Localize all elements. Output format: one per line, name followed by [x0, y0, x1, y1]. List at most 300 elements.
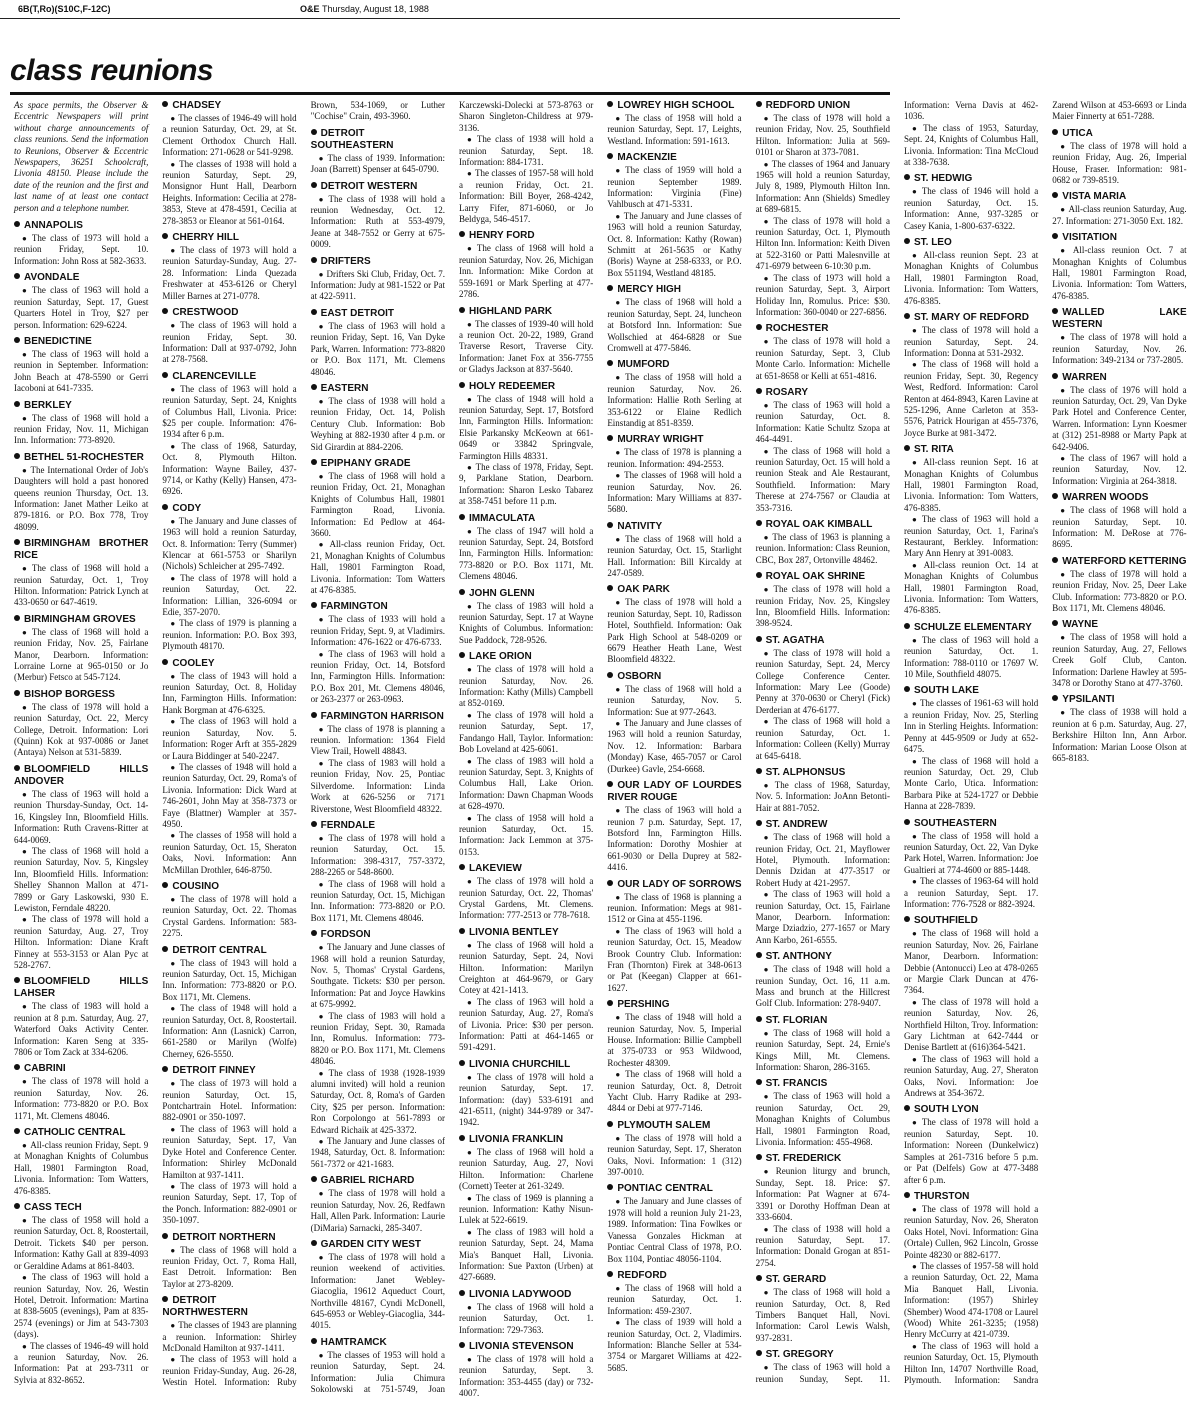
reunion-notice	[1052, 204, 1186, 227]
item-bullet-icon: ●	[615, 1013, 623, 1023]
school-name-text: REDFORD UNION	[765, 100, 851, 111]
bullet-icon	[162, 1066, 168, 1072]
school-name-text: MURRAY WRIGHT	[617, 434, 704, 446]
school-name	[311, 181, 445, 193]
bullet-icon	[311, 182, 317, 188]
reunion-notice	[162, 762, 296, 830]
reunion-entry	[459, 381, 593, 508]
reunion-entry	[904, 818, 1038, 911]
school-name	[459, 1289, 593, 1301]
reunion-notice	[904, 250, 1038, 307]
notice-text: The class of 1939. Information: Joan (Barrett) Spenser at 645-0790.	[310, 152, 445, 175]
bullet-icon	[607, 153, 613, 159]
notice-text: The class of 1968 will hold a reunion Saturday, Oct. 15, Starlight Hall. Information: Bill Kircaldy at 247-0589.	[607, 533, 742, 578]
bullet-icon	[904, 1105, 910, 1111]
reunion-entry	[1052, 619, 1186, 689]
reunion-entry	[756, 819, 890, 946]
school-name	[459, 651, 593, 663]
bullet-icon	[1052, 493, 1058, 499]
notice-text: The class of 1973 will hold a reunion Friday, Sept. 10. Information: John Ross at 582-3633.	[14, 233, 149, 266]
reunion-entry	[607, 434, 741, 515]
reunion-entry	[14, 452, 148, 533]
item-bullet-icon: ●	[615, 1283, 623, 1293]
reunion-notice	[14, 1001, 148, 1058]
reunion-entry	[311, 601, 445, 705]
school-name-text: CODY	[172, 502, 202, 514]
school-name	[1052, 191, 1186, 203]
school-name	[14, 764, 148, 788]
reunion-entry	[311, 181, 445, 251]
school-name-text: ST. AGATHA	[765, 634, 825, 646]
notice-text: The class of 1968 will hold a reunion Saturday, Sept. 24, luncheon at Botsford Inn. Information: Sue Wollschied at 464-6828 or Sue Cromwell at 477-5846.	[607, 297, 742, 353]
reunion-entry	[162, 503, 296, 653]
notice-text: The class of 1978 will hold a reunion Saturday, Sept. 3. Information: 353-4455 (day) or 732-4007.	[458, 1353, 594, 1399]
reunion-notice	[162, 894, 296, 940]
notice-text: All-class reunion Saturday, Aug. 27. Information: 271-3050 Ext. 182.	[1052, 204, 1187, 226]
bullet-icon	[14, 221, 20, 227]
bullet-icon	[311, 930, 317, 936]
item-bullet-icon: ●	[763, 1092, 771, 1102]
school-name	[904, 444, 1038, 456]
bullet-icon	[607, 1271, 613, 1277]
notice-text: All-class reunion Sept. 23 at Monaghan Knights of Columbus Hall, 19801 Farmington Road, Livonia. Information: Tom Watters, 476-8385.	[903, 250, 1039, 306]
reunion-notice	[459, 1354, 593, 1400]
school-name-text: GARDEN CITY WEST	[320, 1238, 422, 1250]
item-bullet-icon: ●	[615, 534, 623, 544]
reunion-entry	[756, 1015, 890, 1074]
notice-text: The class of 1968 will hold a reunion Friday, Oct. 21, Mayflower Hotel, Plymouth. Information: Dennis Dzidan at 477-3517 or Robert Hudy at 421-2957.	[755, 832, 890, 888]
school-name-text: WALLED LAKE WESTERN	[1052, 307, 1187, 331]
reunion-notice	[14, 846, 148, 914]
school-name-text: SOUTH LYON	[913, 1104, 979, 1116]
bullet-icon	[311, 602, 317, 608]
school-name	[904, 818, 1038, 830]
reunion-notice	[459, 134, 593, 168]
notice-text: The class of 1968 will hold a reunion Saturday, Oct. 8, Detroit Yacht Club. Harry Radike at 293-4844 or Debi at 977-7146.	[607, 1069, 742, 1114]
bullet-icon	[607, 285, 613, 291]
reunion-notice	[607, 211, 741, 279]
reunion-notice	[459, 168, 593, 225]
reunion-entry	[311, 1175, 445, 1234]
reunion-entry	[756, 1274, 890, 1344]
notice-text: The class of 1968 will hold a reunion Friday, Oct. 21, Monaghan Knights of Columbus Hall, 19801 Farmington Road, Livonia. Information: Ed Pedlow at 464-3660.	[310, 470, 445, 538]
item-bullet-icon: ●	[911, 929, 919, 939]
bullet-icon	[459, 1135, 465, 1141]
reunion-notice	[459, 394, 593, 462]
bullet-icon	[607, 781, 613, 787]
school-name-text: BLOOMFIELD HILLS ANDOVER	[14, 763, 149, 787]
reunion-notice	[904, 997, 1038, 1054]
reunion-entry	[904, 312, 1038, 439]
reunion-notice	[162, 1181, 296, 1227]
item-bullet-icon: ●	[1060, 333, 1068, 343]
school-name	[607, 1183, 741, 1195]
reunion-notice	[459, 601, 593, 647]
reunion-entry	[1052, 492, 1186, 551]
notice-text: The class of 1968 will hold a reunion Saturday, Oct. 8, Red Timbers Banquet Hall, Novi. Information: Carol Lewis Walsh, 937-2831.	[755, 1287, 890, 1343]
item-bullet-icon: ●	[22, 627, 29, 637]
notice-text: The class of 1968 will hold a reunion Saturday, Aug. 27, Novi Hilton. Information: Charlene (Cornett) Teeter at 261-3249.	[458, 1146, 594, 1192]
notice-text: The classes of 1958 will hold a reunion Saturday, Oct. 15, Sheraton Oaks, Novi. Information: Ann McMillan Drothler, 646-8750.	[162, 830, 297, 875]
bullet-icon	[162, 308, 168, 314]
school-name	[607, 100, 741, 112]
item-bullet-icon: ●	[318, 471, 326, 481]
school-name-text: HIGHLAND PARK	[468, 305, 553, 317]
reunion-notice	[904, 928, 1038, 996]
item-bullet-icon: ●	[22, 789, 29, 799]
notice-text: The classes of 1953 will hold a reunion Saturday, Sept. 24. Information: Julia Chimura Sokolowski at 751-5749, Joan Karczewski-Dolecki at 573-8763 or Sharon Singleton-Childress at 979-3136.	[310, 100, 594, 1394]
notice-text: The class of 1963 will hold a reunion in September. Information: John Beach at 478-5590 or Gerri Iacoboni at 641-7335.	[14, 348, 149, 394]
school-name	[756, 323, 890, 335]
school-name	[607, 521, 741, 533]
school-name	[162, 945, 296, 957]
bullet-icon	[756, 768, 762, 774]
bullet-icon	[311, 459, 317, 465]
notice-text: The class of 1938 will hold a reunion Saturday, Sept. 18. Information: 884-1731.	[458, 134, 594, 168]
school-name-text: IMMACULATA	[468, 512, 536, 524]
reunion-notice	[162, 159, 296, 227]
item-bullet-icon: ●	[615, 373, 623, 383]
notice-text: The class of 1978 will hold a reunion Saturday, Sept. 17, Sheraton Oaks, Novi. Information: 1 (312) 397-0010.	[607, 1132, 742, 1178]
reunion-entry	[14, 400, 148, 447]
item-bullet-icon: ●	[170, 671, 178, 681]
reunion-entry	[607, 1120, 741, 1179]
bullet-icon	[756, 1154, 762, 1160]
item-bullet-icon: ●	[1060, 506, 1068, 516]
item-bullet-icon: ●	[1060, 246, 1070, 256]
notice-text: The class of 1978 will hold a reunion Saturday, Oct. 22. Information: Lillian, 326-6094 or Edie, 357-2070.	[162, 572, 297, 618]
school-name	[14, 1202, 148, 1214]
reunion-notice	[162, 113, 296, 159]
school-name	[904, 237, 1038, 249]
notice-text: The class of 1973 will hold a reunion Saturday, Oct. 15, Pontchartrain Hotel. Information: 882-0901 or 350-1097.	[162, 1078, 297, 1123]
bullet-icon	[607, 672, 613, 678]
school-name	[162, 503, 296, 515]
item-bullet-icon: ●	[170, 831, 177, 841]
reunion-notice	[607, 805, 741, 873]
school-name-text: DETROIT NORTHWESTERN	[162, 1295, 248, 1319]
school-name-text: PERSHING	[617, 999, 670, 1011]
bullet-icon	[14, 273, 20, 279]
item-bullet-icon: ●	[170, 894, 178, 904]
notice-text: The class of 1978 will hold a reunion Saturday, Sept. 17. Information: (day) 533-6191 and 421-6511, (night) 344-9789 or 347-1942.	[458, 1071, 594, 1128]
reunion-notice	[459, 1227, 593, 1284]
notice-text: The class of 1963 will hold a reunion Sunday, Sept. 11. Information: Verna Davis at 462-1036.	[755, 100, 1039, 1384]
bullet-icon	[756, 1016, 762, 1022]
school-name	[904, 915, 1038, 927]
bullet-icon	[607, 880, 613, 886]
school-name	[311, 929, 445, 941]
reunion-notice	[311, 194, 445, 251]
school-name	[459, 381, 593, 393]
notice-text: The class of 1968 will hold a reunion Saturday, Oct. 1, Troy Hilton. Information: Patrick Lynch at 433-0650 or 647-4619.	[14, 563, 149, 608]
reunion-entry	[607, 879, 741, 995]
reunion-entry	[311, 458, 445, 596]
notice-text: The class of 1968, Saturday, Oct. 8, Plymouth Hilton. Information: Wayne Bailey, 437-9714, or Kathy (Kelly) Hansen, 473-6926.	[162, 440, 297, 497]
reunion-notice	[162, 516, 296, 573]
bullet-icon	[756, 952, 762, 958]
school-name-text: SOUTH LAKE	[913, 685, 979, 697]
reunion-notice	[162, 245, 296, 302]
reunion-notice	[607, 534, 741, 580]
notice-text: The class of 1978 will hold a reunion Friday, Aug. 26, Imperial House, Fraser. Information: 981-0682 or 739-8519.	[1052, 140, 1187, 186]
school-name-text: ST. RITA	[913, 444, 954, 456]
notice-text: The class of 1959 will hold a reunion September 1989. Information: Virginia (Fine) Vahlbusch at 471-5331.	[607, 165, 742, 210]
school-name	[311, 1337, 445, 1349]
school-name-text: LOWREY HIGH SCHOOL	[617, 100, 735, 111]
item-bullet-icon: ●	[763, 1363, 771, 1373]
notice-text: The class of 1968 will hold a reunion Friday, Nov. 25, Fairlane Manor, Dearborn. Information: Lorraine Lorne at 965-0150 or Jo (Merbur) Fetsco at 545-7124.	[14, 626, 149, 683]
school-name-text: ROYAL OAK KIMBALL	[765, 519, 873, 530]
school-name	[459, 1134, 593, 1146]
item-bullet-icon: ●	[22, 846, 29, 856]
item-bullet-icon: ●	[170, 958, 178, 968]
page-header	[0, 0, 900, 19]
reunion-entry	[607, 999, 741, 1115]
school-name-text: ROCHESTER	[765, 323, 829, 335]
notice-text: The class of 1968 will hold a reunion Saturday, Oct. 1. Information: 729-7363.	[458, 1301, 594, 1335]
reunion-entry	[459, 927, 593, 1054]
item-bullet-icon: ●	[466, 1227, 474, 1237]
bullet-icon	[14, 690, 20, 696]
item-bullet-icon: ●	[911, 1341, 919, 1351]
school-name-text: CHADSEY	[172, 100, 222, 111]
notice-text: Drifters Ski Club, Friday, Oct. 7. Information: Judy at 981-1522 or Pat at 422-5911.	[310, 268, 445, 302]
school-name-text: VISITATION	[1062, 232, 1117, 244]
item-bullet-icon: ●	[466, 813, 474, 823]
reunion-notice	[607, 926, 741, 994]
reunion-notice	[14, 914, 148, 971]
reunion-notice	[14, 1341, 148, 1387]
school-name-text: ST. MARY OF REDFORD	[913, 312, 1029, 324]
bullet-icon	[311, 1240, 317, 1246]
bullet-icon	[756, 572, 762, 578]
item-bullet-icon: ●	[318, 1068, 326, 1078]
item-bullet-icon: ●	[466, 877, 474, 887]
reunion-notice	[311, 396, 445, 453]
school-name-text: MERCY HIGH	[617, 284, 682, 296]
school-name	[459, 230, 593, 242]
bullet-icon	[1052, 695, 1058, 701]
reunion-notice	[311, 942, 445, 1010]
item-bullet-icon: ●	[318, 321, 326, 331]
reunion-notice	[459, 756, 593, 813]
item-bullet-icon: ●	[466, 319, 472, 329]
reunion-notice	[1052, 632, 1186, 689]
school-name-text: MACKENZIE	[617, 152, 677, 164]
school-name-text: BENEDICTINE	[24, 335, 92, 347]
school-name-text: ST. GREGORY	[765, 1349, 834, 1361]
reunion-notice	[756, 336, 890, 382]
item-bullet-icon: ●	[615, 892, 622, 902]
item-bullet-icon: ●	[615, 1133, 623, 1143]
item-bullet-icon: ●	[763, 890, 771, 900]
notice-text: The class of 1973 will hold a reunion Saturday, Sept. 17, Top of the Ponch. Information: 882-0901 or 350-1097.	[162, 1180, 297, 1226]
item-bullet-icon: ●	[466, 756, 474, 766]
bullet-icon	[904, 1192, 910, 1198]
reunion-notice	[607, 892, 741, 926]
school-name	[607, 1120, 741, 1132]
school-name	[311, 1175, 445, 1187]
bullet-icon	[14, 539, 20, 545]
bullet-icon	[756, 1350, 762, 1356]
school-name-text: FARMINGTON HARRISON	[320, 710, 444, 722]
item-bullet-icon: ●	[615, 719, 621, 729]
item-bullet-icon: ●	[763, 833, 771, 843]
school-name	[14, 689, 148, 701]
reunion-entry	[14, 689, 148, 759]
reunion-notice	[904, 123, 1038, 169]
school-name	[162, 881, 296, 893]
item-bullet-icon: ●	[466, 135, 474, 145]
reunion-entry	[459, 1341, 593, 1400]
school-name-text: CABRINI	[24, 1063, 66, 1075]
reunion-entry	[459, 1289, 593, 1336]
school-name	[14, 272, 148, 284]
intro-paragraph: As space permits, the Observer & Eccentric Newspapers will print without charge announcements of class reunions. Send the information to Reunions, Observer & Eccentric Newspapers, 36251 Schoolcraft, Livonia 48150. Please include the date of the reunion and the first and last name of at least one contact person and a telephone number.	[14, 100, 149, 213]
school-name-text: ST. ALPHONSUS	[765, 766, 846, 778]
item-bullet-icon: ●	[318, 1252, 326, 1262]
bullet-icon	[311, 1338, 317, 1344]
notice-text: The class of 1983 will hold a reunion Friday, Sept. 30, Ramada Inn, Romulus. Information: 773-8820 or P.O. Box 1171, Mt. Clemens 48046.	[310, 1010, 445, 1067]
notice-text: The class of 1979 is planning a reunion. Information: P.O. Box 393, Plymouth 48170.	[162, 618, 297, 652]
notice-text: The class of 1963 will hold a reunion Saturday, Oct. 15, Plymouth Hilton Inn, 14707 Northville Road, Plymouth. Information: Sandra Zarend Wilson at 453-6693 or Linda Maier Finnerty at 651-7288.	[903, 100, 1187, 1385]
notice-text: The class of 1968 will hold a reunion Saturday, Nov. 26, Fairlane Manor, Dearborn. Information: Debbie (Antonucci) Leo at 478-0265 or Margie Clark Duncan at 476-7364.	[903, 928, 1039, 996]
reunion-entry	[607, 152, 741, 279]
bullet-icon	[311, 129, 317, 135]
notice-text: All-class reunion Friday, Oct. 21, Monaghan Knights of Columbus Hall, 19801 Farmington Road, Livonia. Information: Tom Watters at 476-8385.	[310, 539, 445, 595]
bullet-icon	[904, 819, 910, 825]
school-name-text: ST. FRANCIS	[765, 1078, 828, 1090]
reunion-entry	[459, 1134, 593, 1284]
reunion-notice	[459, 526, 593, 583]
item-bullet-icon: ●	[763, 1288, 771, 1298]
item-bullet-icon: ●	[911, 831, 919, 841]
reunion-notice	[14, 789, 148, 846]
notice-text: The class of 1968 will hold a reunion Saturday, Nov. 26, Michigan Inn. Information: Mike Cordon at 559-1691 or Mark Sperling at 477-2786.	[458, 243, 594, 300]
bullet-icon	[904, 916, 910, 922]
reunion-entry	[1052, 556, 1186, 615]
reunion-entry	[311, 308, 445, 378]
reunion-notice	[162, 441, 296, 498]
item-bullet-icon: ●	[318, 269, 324, 279]
bullet-icon	[459, 514, 465, 520]
school-name	[756, 100, 890, 112]
school-name	[1052, 619, 1186, 631]
item-bullet-icon: ●	[466, 710, 474, 720]
reunion-notice	[756, 400, 890, 446]
school-name-text: ST. ANDREW	[765, 819, 828, 831]
reunion-notice	[311, 724, 445, 758]
school-name	[607, 584, 741, 596]
school-name-text: CASS TECH	[24, 1202, 82, 1214]
reunion-notice	[607, 447, 741, 470]
reunion-notice	[162, 573, 296, 619]
school-name	[14, 220, 148, 232]
notice-text: The class of 1963 will hold a reunion 7 p.m. Saturday, Sept. 17, Botsford Inn, Farmington Hills. Information: Dorothy Moshier at 661-9030 or Della Duprey at 582-4416.	[607, 805, 742, 873]
notice-text: The class of 1958 will hold a reunion Saturday, Oct. 22, Van Dyke Park Hotel, Warren. Information: Joe Gualtieri at 774-4600 or 885-1448.	[903, 830, 1039, 875]
item-bullet-icon: ●	[170, 762, 177, 772]
notice-text: The class of 1963 will hold a reunion Saturday, Oct. 8. Information: Katie Schultz Szopa at 464-4491.	[755, 399, 890, 445]
school-name	[904, 173, 1038, 185]
item-bullet-icon: ●	[318, 615, 326, 625]
school-name-text: DETROIT WESTERN	[320, 180, 418, 192]
reunion-entry	[14, 1063, 148, 1122]
reunion-columns	[14, 100, 1187, 1400]
school-name	[162, 1295, 296, 1319]
reunion-notice	[756, 113, 890, 159]
bullet-icon	[14, 337, 20, 343]
reunion-entry	[162, 1232, 296, 1291]
reunion-entry	[14, 1202, 148, 1386]
bullet-icon	[459, 864, 465, 870]
school-name	[311, 1239, 445, 1251]
school-name	[14, 336, 148, 348]
reunion-notice	[607, 597, 741, 665]
school-name	[162, 232, 296, 244]
reunion-entry	[311, 383, 445, 453]
item-bullet-icon: ●	[22, 234, 29, 244]
notice-text: The class of 1948 will hold a reunion Saturday, Oct. 8, Roostertail. Information: Ann (Lasnick) Carron, 661-2580 or Marilyn (Wolfe) Cherney, 626-5550.	[162, 1003, 297, 1059]
reunion-entry	[1052, 372, 1186, 488]
notice-text: The class of 1968 is planning a reunion. Information: Megs at 981-1512 or Gina at 455-1196.	[607, 891, 742, 925]
notice-text: The class of 1978 will hold a reunion Saturday, Sept. 10. Information: Noreen (Dunkelwicz) Samples at 261-7316 before 5 p.m. or Pat (Delfels) Gow at 477-3488 after 6 p.m.	[903, 1117, 1039, 1185]
school-name-text: WATERFORD KETTERING	[1062, 555, 1187, 567]
bullet-icon	[311, 1176, 317, 1182]
reunion-entry	[607, 521, 741, 580]
item-bullet-icon: ●	[170, 1355, 178, 1365]
reunion-notice	[459, 997, 593, 1054]
bullet-icon	[311, 309, 317, 315]
item-bullet-icon: ●	[318, 943, 325, 953]
notice-text: The class of 1978 will hold a reunion Saturday, Sept. 10, Radisson Hotel, Southfield. Information: Oak Park High School at 548-0209 or 6679 Heather Heath Lane, West Bloomfield 48322.	[607, 597, 742, 665]
item-bullet-icon: ●	[170, 246, 178, 256]
school-name	[459, 863, 593, 875]
notice-text: The class of 1943 will hold a reunion Saturday, Oct. 15, Michigan Inn. Information: 773-8820 or P.O. Box 1171, Mt. Clemens.	[162, 957, 297, 1002]
reunion-notice	[756, 1091, 890, 1148]
item-bullet-icon: ●	[466, 169, 472, 179]
notice-text: The International Order of Job's Daughters will hold a past honored queens reunion Thursday, Oct. 13. Information: Janet Mather Leiko at 879-1816. or P.O. Box 778, Troy 48099.	[14, 464, 149, 532]
school-name	[756, 1153, 890, 1165]
item-bullet-icon: ●	[318, 649, 326, 659]
reunion-notice	[1052, 385, 1186, 453]
reunion-notice	[904, 1117, 1038, 1185]
school-name-text: DRIFTERS	[320, 255, 371, 267]
item-bullet-icon: ●	[763, 1224, 771, 1234]
school-name-text: BIRMINGHAM BROTHER RICE	[14, 538, 149, 562]
reunion-entry	[14, 1127, 148, 1197]
reunion-notice	[607, 1317, 741, 1374]
reunion-notice	[756, 532, 890, 566]
school-name	[14, 1063, 148, 1075]
reunion-notice	[311, 269, 445, 303]
notice-text: The class of 1983 will hold a reunion Friday, Nov. 25, Pontiac Silverdome. Information: Linda Work at 626-5256 or 7171 Riverstone, West Bloomfield 48322.	[310, 757, 445, 814]
bullet-icon	[607, 1184, 613, 1190]
reunion-entry	[1052, 307, 1186, 366]
reunion-notice	[1052, 505, 1186, 551]
reunion-entry	[607, 100, 741, 147]
school-name	[756, 1349, 890, 1361]
bullet-icon	[14, 401, 20, 407]
school-name-text: BIRMINGHAM GROVES	[24, 613, 136, 625]
bullet-icon	[14, 1128, 20, 1134]
reunion-notice	[1052, 453, 1186, 487]
item-bullet-icon: ●	[763, 585, 771, 595]
school-name	[607, 284, 741, 296]
school-name-text: ST. FREDERICK	[765, 1153, 842, 1165]
item-bullet-icon: ●	[318, 540, 327, 550]
bullet-icon	[14, 1064, 20, 1070]
